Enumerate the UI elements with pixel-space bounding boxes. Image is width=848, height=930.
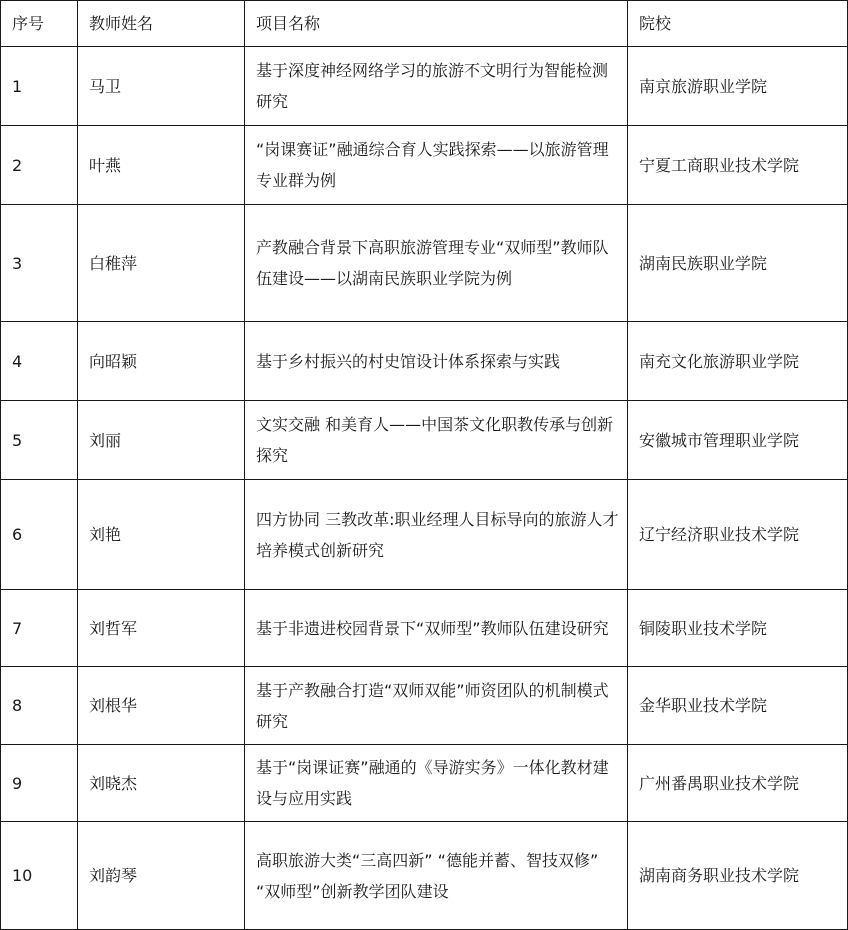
teacher-name: 刘韵琴 xyxy=(78,822,245,930)
row-index: 5 xyxy=(1,401,78,480)
table-row xyxy=(1,205,848,322)
project-name: 高职旅游大类“三高四新” “德能并蓄、智技双修” “双师型”创新教学团队建设 xyxy=(245,822,628,930)
header-project-name: 项目名称 xyxy=(245,1,628,47)
row-index: 8 xyxy=(1,667,78,745)
project-name: 产教融合背景下高职旅游管理专业“双师型”教师队伍建设——以湖南民族职业学院为例 xyxy=(245,205,628,322)
header-index: 序号 xyxy=(1,1,78,47)
row-index: 3 xyxy=(1,205,78,322)
project-name: 基于产教融合打造“双师双能”师资团队的机制模式研究 xyxy=(245,667,628,745)
row-index: 10 xyxy=(1,822,78,930)
teacher-name: 白稚萍 xyxy=(78,205,245,322)
project-name: “岗课赛证”融通综合育人实践探索——以旅游管理专业群为例 xyxy=(245,126,628,205)
table-row xyxy=(1,47,848,126)
table-row xyxy=(1,480,848,590)
table-row xyxy=(1,745,848,822)
teacher-name: 刘哲军 xyxy=(78,590,245,667)
header-college: 院校 xyxy=(628,1,848,47)
table-row xyxy=(1,322,848,401)
table-row xyxy=(1,401,848,480)
college-name: 湖南商务职业技术学院 xyxy=(628,822,848,930)
row-index: 4 xyxy=(1,322,78,401)
project-name: 基于“岗课证赛”融通的《导游实务》一体化教材建设与应用实践 xyxy=(245,745,628,822)
college-name: 广州番禺职业技术学院 xyxy=(628,745,848,822)
row-index: 1 xyxy=(1,47,78,126)
teacher-name: 刘艳 xyxy=(78,480,245,590)
teacher-name: 马卫 xyxy=(78,47,245,126)
college-name: 铜陵职业技术学院 xyxy=(628,590,848,667)
row-index: 2 xyxy=(1,126,78,205)
project-name: 基于非遗进校园背景下“双师型”教师队伍建设研究 xyxy=(245,590,628,667)
table-row xyxy=(1,590,848,667)
row-index: 9 xyxy=(1,745,78,822)
teacher-name: 叶燕 xyxy=(78,126,245,205)
college-name: 湖南民族职业学院 xyxy=(628,205,848,322)
teacher-name: 刘丽 xyxy=(78,401,245,480)
table-row xyxy=(1,822,848,930)
college-name: 辽宁经济职业技术学院 xyxy=(628,480,848,590)
row-index: 7 xyxy=(1,590,78,667)
college-name: 南充文化旅游职业学院 xyxy=(628,322,848,401)
college-name: 宁夏工商职业技术学院 xyxy=(628,126,848,205)
teacher-name: 刘根华 xyxy=(78,667,245,745)
header-teacher-name: 教师姓名 xyxy=(78,1,245,47)
table-header-row xyxy=(1,1,848,47)
project-name: 文实交融 和美育人——中国茶文化职教传承与创新探究 xyxy=(245,401,628,480)
table-row xyxy=(1,667,848,745)
table-row xyxy=(1,126,848,205)
row-index: 6 xyxy=(1,480,78,590)
project-name: 基于乡村振兴的村史馆设计体系探索与实践 xyxy=(245,322,628,401)
project-name: 基于深度神经网络学习的旅游不文明行为智能检测研究 xyxy=(245,47,628,126)
college-name: 安徽城市管理职业学院 xyxy=(628,401,848,480)
project-name: 四方协同 三教改革:职业经理人目标导向的旅游人才培养模式创新研究 xyxy=(245,480,628,590)
teacher-name: 向昭颖 xyxy=(78,322,245,401)
teacher-name: 刘晓杰 xyxy=(78,745,245,822)
college-name: 金华职业技术学院 xyxy=(628,667,848,745)
college-name: 南京旅游职业学院 xyxy=(628,47,848,126)
